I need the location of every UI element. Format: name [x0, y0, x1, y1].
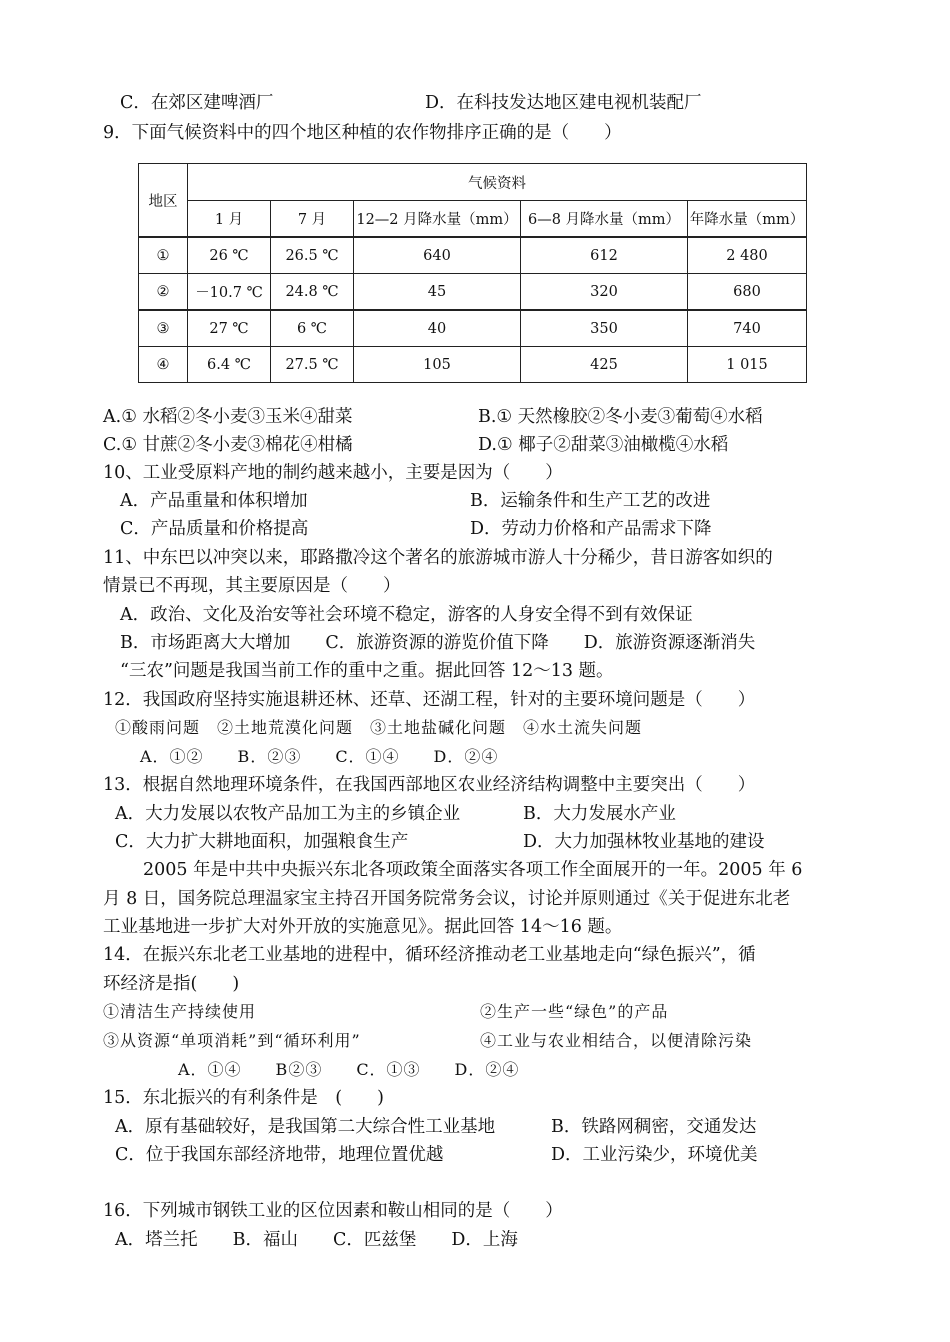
intro-14-16-line-2: 月 8 日，国务院总理温家宝主持召开国务院常务会议，讨论并原则通过《关于促进东北老 [103, 889, 791, 909]
q15-option-c: C．位于我国东部经济地带，地理位置优越 [115, 1145, 444, 1165]
col-jul: 7 月 [271, 201, 354, 238]
col-annual-precip: 年降水量（mm） [688, 201, 807, 238]
cell-jan: －10.7 ℃ [188, 274, 271, 311]
cell-jul: 6 ℃ [271, 310, 354, 347]
q10-stem: 10、工业受原料产地的制约越来越小，主要是因为（ ） [103, 463, 563, 483]
table-row [139, 347, 807, 383]
q8-option-c: C．在郊区建啤酒厂 [120, 93, 274, 113]
cell-region: ② [139, 274, 188, 311]
header-climate-data: 气候资料 [188, 164, 807, 201]
cell-winter: 40 [354, 310, 521, 347]
cell-jul: 27.5 ℃ [271, 347, 354, 383]
cell-annual: 680 [688, 274, 807, 311]
q16-options: A．塔兰托 B．福山 C．匹兹堡 D．上海 [115, 1230, 518, 1250]
q15-option-a: A．原有基础较好，是我国第二大综合性工业基地 [115, 1117, 496, 1137]
q14-stem-line-2: 环经济是指( ) [103, 974, 240, 994]
q9-option-b: B.① 天然橡胶②冬小麦③葡萄④水稻 [478, 407, 763, 427]
q10-option-a: A．产品重量和体积增加 [120, 491, 308, 511]
cell-summer: 425 [521, 347, 688, 383]
q15-option-d: D．工业污染少，环境优美 [551, 1145, 758, 1165]
cell-summer: 320 [521, 274, 688, 311]
q14-item-1: ①清洁生产持续使用 [103, 1002, 257, 1021]
q14-stem-line-1: 14．在振兴东北老工业基地的进程中，循环经济推动老工业基地走向“绿色振兴”，循 [103, 945, 756, 965]
header-region: 地区 [139, 164, 188, 238]
cell-winter: 105 [354, 347, 521, 383]
q13-option-a: A．大力发展以农牧产品加工为主的乡镇企业 [115, 804, 461, 824]
q16-stem: 16．下列城市钢铁工业的区位因素和鞍山相同的是（ ） [103, 1201, 563, 1221]
cell-jan: 27 ℃ [188, 310, 271, 347]
q9-stem: 9．下面气候资料中的四个地区种植的农作物排序正确的是（ ） [103, 123, 622, 143]
q14-options: A．①④ B②③ C．①③ D．②④ [178, 1060, 520, 1079]
col-summer-precip: 6—8 月降水量（mm） [521, 201, 688, 238]
q10-option-d: D．劳动力价格和产品需求下降 [470, 519, 712, 539]
table-row [139, 237, 807, 274]
cell-jan: 6.4 ℃ [188, 347, 271, 383]
q9-option-d: D.① 椰子②甜菜③油橄榄④水稻 [478, 435, 729, 455]
q14-item-4: ④工业与农业相结合，以便清除污染 [480, 1031, 753, 1050]
q9-option-a: A.① 水稻②冬小麦③玉米④甜菜 [103, 407, 353, 427]
q10-option-c: C．产品质量和价格提高 [120, 519, 309, 539]
q11-stem-line-2: 情景已不再现，其主要原因是（ ） [103, 576, 401, 596]
cell-annual: 2 480 [688, 237, 807, 274]
q11-option-a: A．政治、文化及治安等社会环境不稳定，游客的人身安全得不到有效保证 [120, 605, 693, 625]
intro-14-16-line-3: 工业基地进一步扩大对外开放的实施意见》。据此回答 14～16 题。 [103, 917, 623, 937]
cell-jan: 26 ℃ [188, 237, 271, 274]
intro-12-13: “三农”问题是我国当前工作的重中之重。据此回答 12～13 题。 [120, 661, 614, 681]
cell-jul: 26.5 ℃ [271, 237, 354, 274]
q12-items: ①酸雨问题 ②土地荒漠化问题 ③土地盐碱化问题 ④水土流失问题 [115, 718, 643, 737]
cell-annual: 740 [688, 310, 807, 347]
cell-winter: 45 [354, 274, 521, 311]
cell-region: ③ [139, 310, 188, 347]
q13-stem: 13．根据自然地理环境条件，在我国西部地区农业经济结构调整中主要突出（ ） [103, 775, 756, 795]
cell-summer: 612 [521, 237, 688, 274]
q13-option-c: C．大力扩大耕地面积，加强粮食生产 [115, 832, 409, 852]
q13-option-b: B．大力发展水产业 [523, 804, 676, 824]
col-jan: 1 月 [188, 201, 271, 238]
q8-option-d: D．在科技发达地区建电视机装配厂 [425, 93, 702, 113]
cell-winter: 640 [354, 237, 521, 274]
cell-region: ④ [139, 347, 188, 383]
cell-annual: 1 015 [688, 347, 807, 383]
q15-option-b: B．铁路网稠密，交通发达 [551, 1117, 757, 1137]
q14-item-2: ②生产一些“绿色”的产品 [480, 1002, 669, 1021]
q12-options: A．①② B．②③ C．①④ D．②④ [140, 747, 499, 766]
cell-summer: 350 [521, 310, 688, 347]
cell-region: ① [139, 237, 188, 274]
q13-option-d: D．大力加强林牧业基地的建设 [523, 832, 765, 852]
intro-14-16-line-1: 2005 年是中共中央振兴东北各项政策全面落实各项工作全面展开的一年。2005 年 6 [143, 860, 803, 880]
col-winter-precip: 12—2 月降水量（mm） [354, 201, 521, 238]
q15-stem: 15．东北振兴的有利条件是 ( ) [103, 1088, 384, 1108]
table-row [139, 274, 807, 311]
q12-stem: 12．我国政府坚持实施退耕还林、还草、还湖工程，针对的主要环境问题是（ ） [103, 690, 756, 710]
climate-table [138, 163, 807, 383]
q11-options-bcd: B．市场距离大大增加 C．旅游资源的游览价值下降 D．旅游资源逐渐消失 [120, 633, 756, 653]
q10-option-b: B．运输条件和生产工艺的改进 [470, 491, 711, 511]
cell-jul: 24.8 ℃ [271, 274, 354, 311]
q9-option-c: C.① 甘蔗②冬小麦③棉花④柑橘 [103, 435, 353, 455]
q14-item-3: ③从资源“单项消耗”到“循环利用” [103, 1031, 361, 1050]
table-row [139, 310, 807, 347]
q11-stem-line-1: 11、中东巴以冲突以来，耶路撒冷这个著名的旅游城市游人十分稀少，昔日游客如织的 [103, 548, 773, 568]
